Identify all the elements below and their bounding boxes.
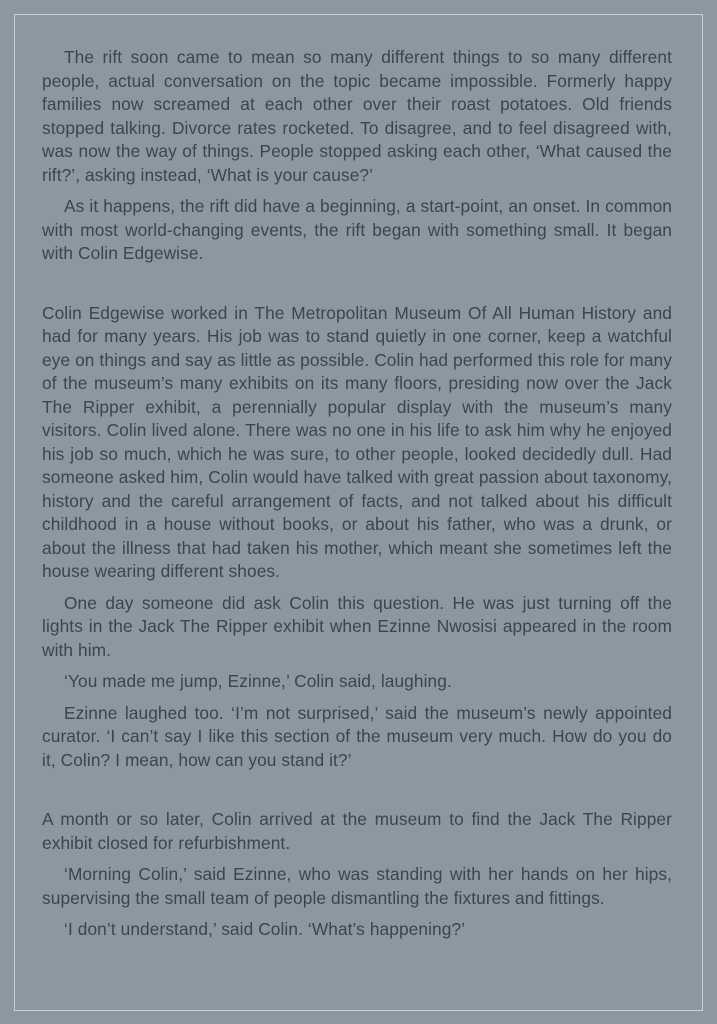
paragraph: One day someone did ask Colin this question. He was just turning off the lights in the Jack The Ripper exhibit when Ezinne Nwosisi appeared in the room with him. [42,592,672,660]
paragraph: Ezinne laughed too. ‘I’m not surprised,’ said the museum’s newly appointed curator. ‘I can’t say I like this section of the museum very much. How do you do it, Colin? I mean, how can you stand it?’ [42,702,672,770]
page-text [42,46,672,950]
paragraph: ‘Morning Colin,’ said Ezinne, who was standing with her hands on her hips, supervising the small team of people dismantling the fixtures and fittings. [42,864,672,908]
paragraph: The rift soon came to mean so many different things to so many different people, actual conversation on the topic became impossible. Formerly happy families now screamed at each other over their roast potatoes. Old friends stopped talking. Divorce rates rocketed. To disagree, and to feel disagreed with, was now the way of things. People stopped asking each other, ‘What caused the rift?’, asking instead, ‘What is your cause?’ [42,47,672,185]
paragraph: As it happens, the rift did have a beginning, a start-point, an onset. In common with most world-changing events, the rift began with something small. It began with Colin Edgewise. [42,196,672,263]
paragraph: ‘You made me jump, Ezinne,’ Colin said, laughing. [64,671,452,691]
paragraph: ‘I don’t understand,’ said Colin. ‘What’s happening?’ [64,919,466,939]
paragraph-section-start: Colin Edgewise worked in The Metropolitan Museum Of All Human History and had for many years. His job was to stand quietly in one corner, keep a watchful eye on things and say as little as possible. Colin had performed this role for many of the museum’s many exhibits on its many floors, presiding now over the Jack The Ripper exhibit, a perennially popular display with the museum’s many visitors. Colin lived alone. There was no one in his life to ask him why he enjoyed his job so much, which he was sure, to other people, looked decidedly dull. Had someone asked him, Colin would have talked with great passion about taxonomy, history and the careful arrangement of facts, and not talked about his difficult childhood in a house without books, or about his father, who was a drunk, or about the illness that had taken his mother, which meant she sometimes left the house wearing different shoes. [42,302,672,581]
paragraph-section-start: A month or so later, Colin arrived at the museum to find the Jack The Ripper exhibit closed for refurbishment. [42,809,672,853]
